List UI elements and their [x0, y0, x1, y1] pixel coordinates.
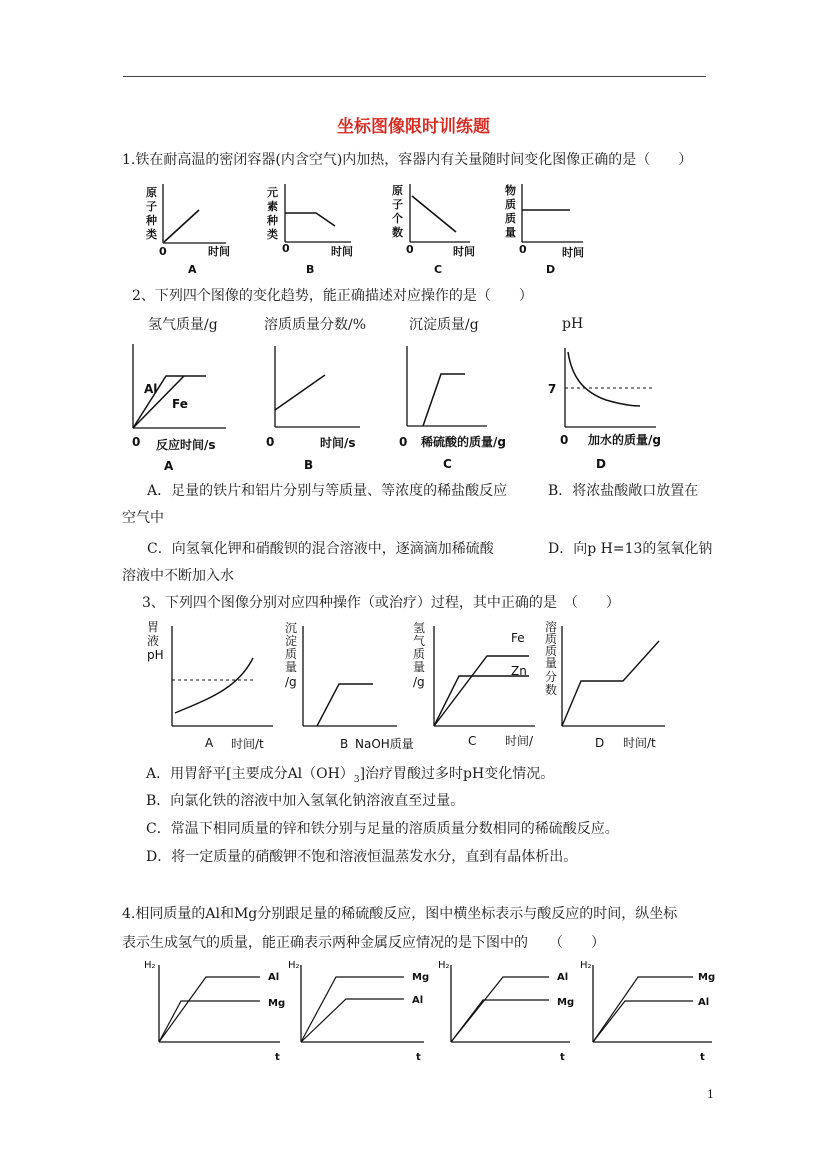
q4-stem-cont: 表示生成氢气的质量，能正确表示两种金属反应情况的是下图中的 （ ） [122, 935, 605, 951]
svg-text:0: 0 [282, 242, 290, 255]
svg-text:数: 数 [392, 226, 403, 239]
svg-text:Al: Al [698, 997, 710, 1008]
q2-option-c: C．向氢氧化钾和硝酸钡的混合溶液中，逐滴滴加稀硫酸 [147, 541, 494, 557]
q3-a-curve [175, 658, 253, 713]
svg-text:H₂: H₂ [144, 960, 156, 971]
q3-c-zn-curve [434, 676, 529, 726]
q4-graph-2 [284, 955, 434, 1065]
q2-option-b: B．将浓盐酸敞口放置在 [548, 483, 699, 499]
svg-text:t: t [416, 1052, 421, 1063]
q2-b-curve [275, 375, 325, 410]
q4-3-lower-curve [451, 1000, 549, 1042]
q1-c-curve [412, 196, 456, 232]
q3-graph-a [145, 618, 285, 753]
svg-text:分: 分 [545, 670, 558, 684]
svg-text:A: A [205, 736, 214, 750]
svg-text:量: 量 [545, 656, 558, 670]
header-rule [123, 76, 706, 77]
q2-ylabel-a: 氢气质量/g [148, 317, 218, 333]
q4-3-upper-curve [451, 977, 549, 1042]
svg-text:0: 0 [266, 435, 275, 449]
svg-text:质: 质 [285, 647, 298, 661]
q1-a-origin: 0 [159, 245, 167, 258]
svg-text:稀硫酸的质量/g: 稀硫酸的质量/g [421, 435, 506, 449]
q2-graph-c [395, 340, 535, 475]
q3-option-c: C．常温下相同质量的锌和铁分别与足量的溶质质量分数相同的稀硫酸反应。 [146, 821, 619, 837]
q2-graph-b [262, 340, 372, 475]
svg-text:Mg: Mg [698, 972, 716, 983]
q4-2-lower-curve [301, 999, 404, 1042]
q4-4-lower-curve [593, 1001, 693, 1042]
q4-graph-3 [434, 955, 584, 1065]
svg-text:质: 质 [413, 647, 426, 661]
svg-text:Mg: Mg [412, 972, 430, 983]
q3-graph-b [283, 618, 426, 753]
svg-text:t: t [560, 1052, 565, 1063]
q2-a-fe-label: Fe [172, 397, 188, 411]
svg-text:Mg: Mg [557, 997, 575, 1008]
svg-text:时间/s: 时间/s [320, 436, 356, 450]
q1-b-curve [285, 213, 335, 226]
svg-text:溶: 溶 [545, 620, 558, 634]
svg-text:t: t [275, 1052, 280, 1063]
page-title: 坐标图像限时训练题 [337, 117, 490, 137]
q3-b-curve [317, 684, 373, 726]
q4-2-upper-curve [301, 977, 404, 1042]
q2-option-d-cont: 溶液中不断加入水 [122, 568, 234, 584]
svg-text:气: 气 [413, 634, 426, 648]
svg-text:子: 子 [146, 200, 157, 213]
q3-c-zn-label: Zn [511, 664, 527, 678]
q2-option-b-cont: 空气中 [122, 510, 164, 526]
q3-d-curve [562, 641, 659, 726]
q1-graph-d [499, 180, 599, 280]
svg-text:沉: 沉 [285, 621, 298, 635]
svg-text:H₂: H₂ [438, 960, 450, 971]
q3-c-fe-label: Fe [511, 631, 525, 645]
q3-option-d: D．将一定质量的硝酸钾不饱和溶液恒温蒸发水分，直到有晶体析出。 [146, 849, 578, 865]
q2-c-curve [423, 374, 465, 426]
q1-a-letter: A [188, 263, 197, 276]
q4-graph-1 [140, 955, 290, 1065]
svg-text:量: 量 [285, 660, 298, 674]
q1-graph-a [140, 180, 240, 280]
svg-text:B: B [306, 263, 315, 276]
svg-text:C: C [468, 734, 477, 748]
svg-text:质: 质 [505, 198, 516, 211]
svg-text:NaOH质量: NaOH质量 [355, 737, 414, 751]
q2-option-a: A．足量的铁片和铝片分别与等质量、等浓度的稀盐酸反应 [147, 483, 508, 499]
svg-text:Mg: Mg [268, 998, 286, 1009]
svg-text:0: 0 [132, 435, 141, 449]
svg-text:0: 0 [560, 433, 569, 447]
svg-text:类: 类 [146, 228, 157, 241]
svg-text:淀: 淀 [285, 634, 298, 648]
q2-d-curve [568, 352, 640, 406]
svg-text:物: 物 [505, 184, 516, 197]
q4-graph-4 [576, 955, 726, 1065]
svg-text:质: 质 [545, 632, 558, 646]
q3-option-b: B．向氯化铁的溶液中加入氢氧化钠溶液直至过量。 [146, 793, 465, 809]
q3-option-a: A．用胃舒平[主要成分$Al(OH)_3$]治疗胃酸过多时pH变化情况。 [146, 766, 555, 785]
svg-text:B: B [304, 458, 314, 472]
svg-text:A: A [164, 459, 174, 473]
q4-1-upper-curve [159, 977, 260, 1042]
svg-text:元: 元 [267, 186, 278, 199]
q4-stem: 4.相同质量的Al和Mg分别跟足量的稀硫酸反应，图中横坐标表示与酸反应的时间，纵坐标 [122, 906, 678, 922]
svg-text:加水的质量/g: 加水的质量/g [588, 433, 661, 447]
q1-a-xlabel: 时间 [208, 245, 230, 258]
svg-text:反应时间/s: 反应时间/s [156, 438, 216, 452]
svg-text:时间/t: 时间/t [623, 736, 656, 750]
svg-text:个: 个 [392, 212, 403, 225]
svg-text:类: 类 [267, 228, 278, 241]
svg-text:t: t [700, 1052, 705, 1063]
svg-text:素: 素 [267, 200, 278, 213]
svg-text:量: 量 [413, 660, 426, 674]
svg-text:时间: 时间 [331, 245, 353, 258]
q3-stem: 3、下列四个图像分别对应四种操作（或治疗）过程，其中正确的是 （ ） [142, 595, 620, 611]
q2-ylabel-b: 溶质质量分数/% [264, 317, 367, 333]
svg-text:种: 种 [146, 214, 157, 227]
svg-text:/g: /g [285, 675, 297, 689]
svg-text:H₂: H₂ [580, 960, 592, 971]
q1-a-ylabel: 原 [146, 186, 157, 199]
svg-text:氢: 氢 [413, 621, 426, 635]
svg-text:时间/t: 时间/t [231, 737, 264, 751]
svg-text:量: 量 [505, 226, 516, 239]
q1-a-curve [164, 210, 199, 242]
svg-text:质: 质 [505, 212, 516, 225]
page-number: 1 [707, 1088, 714, 1101]
svg-text:D: D [546, 263, 556, 276]
svg-text:0: 0 [406, 243, 414, 256]
svg-text:C: C [434, 263, 443, 276]
svg-text:数: 数 [545, 683, 558, 697]
svg-text:子: 子 [392, 198, 403, 211]
q4-4-upper-curve [593, 977, 693, 1042]
svg-text:Al: Al [557, 972, 569, 983]
svg-text:胃: 胃 [147, 620, 160, 634]
svg-text:C: C [443, 457, 452, 471]
q2-stem: 2、下列四个图像的变化趋势，能正确描述对应操作的是（ ） [132, 288, 533, 304]
q2-graph-d [540, 340, 680, 475]
svg-text:D: D [595, 736, 605, 750]
svg-text:Al: Al [412, 995, 424, 1006]
svg-text:B: B [340, 737, 349, 751]
svg-text:时间/: 时间/ [505, 734, 534, 748]
q2-graph-a [120, 340, 250, 475]
q2-d-ref-label: 7 [548, 382, 557, 396]
svg-text:0: 0 [399, 435, 408, 449]
q3-graph-c [411, 618, 551, 753]
svg-text:原: 原 [392, 184, 403, 197]
svg-text:Al: Al [268, 972, 280, 983]
q1-graph-c [386, 180, 486, 280]
svg-text:D: D [596, 457, 606, 471]
svg-text:0: 0 [519, 243, 527, 256]
q2-a-al-label: Al [144, 382, 158, 396]
svg-text:时间: 时间 [562, 246, 584, 259]
q1-graph-b [263, 180, 363, 280]
svg-text:pH: pH [147, 648, 164, 662]
q3-graph-d [541, 618, 681, 753]
q2-ylabel-d: pH [562, 316, 584, 332]
svg-text:种: 种 [267, 214, 278, 227]
q2-option-d: D．向p H=13的氢氧化钠 [548, 541, 713, 557]
svg-text:液: 液 [147, 634, 160, 648]
svg-text:/g: /g [413, 675, 425, 689]
q2-ylabel-c: 沉淀质量/g [409, 317, 479, 333]
q1-stem: 1.铁在耐高温的密闭容器(内含空气)内加热，容器内有关量随时间变化图像正确的是（ ） [122, 152, 693, 168]
svg-text:质: 质 [545, 644, 558, 658]
svg-text:H₂: H₂ [288, 960, 300, 971]
svg-text:时间: 时间 [453, 245, 475, 258]
